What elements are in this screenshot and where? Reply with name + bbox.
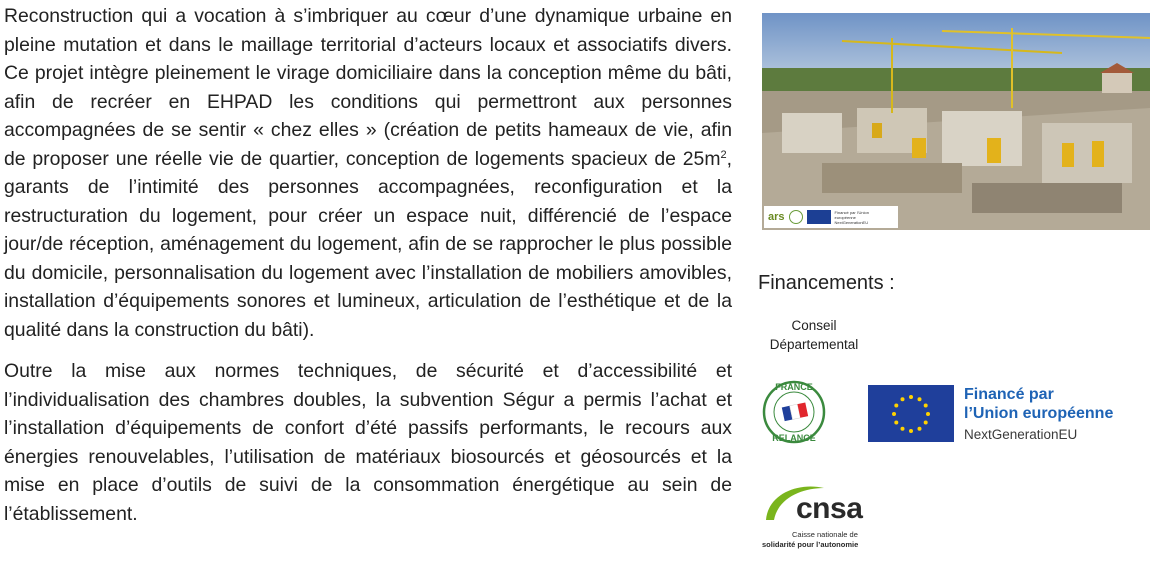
eu-stars-icon — [868, 385, 954, 442]
cnsa-logo — [762, 480, 874, 552]
france-relance-icon — [760, 379, 836, 445]
france-relance-bottom-text: RELANCE — [772, 433, 816, 443]
cnsa-wordmark: cnsa — [796, 492, 863, 525]
eu-line-1: Financé par — [964, 386, 1054, 403]
eu-small-caption: Financé par l’Union européenne NextGenerationEU — [834, 209, 869, 225]
eu-logo-text — [964, 385, 1113, 444]
cnsa-subtitle-2: solidarité pour l’autonomie — [762, 540, 859, 549]
construction-site-image — [762, 13, 1150, 230]
seal-icon — [789, 210, 803, 224]
ars-logo: ars — [768, 211, 785, 223]
construction-site-photo — [762, 13, 1150, 230]
cnsa-subtitle-1: Caisse nationale de — [792, 530, 858, 539]
eu-flag-icon — [868, 385, 954, 442]
eu-next-generation-logo — [868, 385, 1153, 443]
conseil-line-1: Conseil — [791, 318, 837, 333]
eu-line-2: l’Union européenne — [964, 405, 1114, 422]
france-relance-top-text: FRANCE — [775, 382, 813, 392]
paragraph-2: Outre la mise aux normes techniques, de sécurité et d’accessibilité et l’individualisation des chambres doubles, la subvention Ségur a permis l’achat et l’installation d’équipements de confort d’été passifs performants, le recours aux énergies renouvelables, l’utilisation de matériaux biosourcés et géosourcés et la mise en place d’outils de suivi de la consommation énergétique au sein de l’établissement. — [4, 360, 732, 525]
paragraph-1 — [4, 2, 732, 344]
paragraph-1-text-a: Reconstruction qui a vocation à s’imbriquer au cœur d’une dynamique urbaine en pleine mutation et dans le maillage territorial d’acteurs locaux et associatifs divers. Ce projet intègre pleinement le virage domiciliaire dans la conception même du bâti, afin de recréer en EHPAD les conditions qui permettront aux personnes accompagnées de se sentir « chez elles » (création de petits hameaux de vie, afin de proposer une réelle vie de quartier, conception de logements spacieux de 25m — [4, 5, 732, 170]
conseil-departemental-logo — [762, 316, 866, 354]
body-text — [4, 2, 732, 528]
superscript-2: 2 — [720, 148, 727, 161]
france-relance-logo — [760, 379, 836, 445]
eu-flag-small-icon — [807, 210, 831, 224]
conseil-line-2: Départemental — [769, 337, 859, 352]
photo-logo-strip — [764, 206, 898, 228]
paragraph-1-text-b: , garants de l’intimité des personnes accompagnées, reconfiguration et la restructuration du logement, pour créer un espace nuit, différencié de l’espace jour/de réception, aménagement du logement, afin de se rapprocher le plus possible du domicile, personnalisation du logement avec l’installation de mobiliers amovibles, installation d’équipements sonores et lumineux, articulation de l’esthétique et de la qualité dans la construction du bâti). — [4, 147, 732, 341]
financements-title: Financements : — [758, 272, 895, 294]
eu-line-3: NextGenerationEU — [964, 427, 1078, 442]
